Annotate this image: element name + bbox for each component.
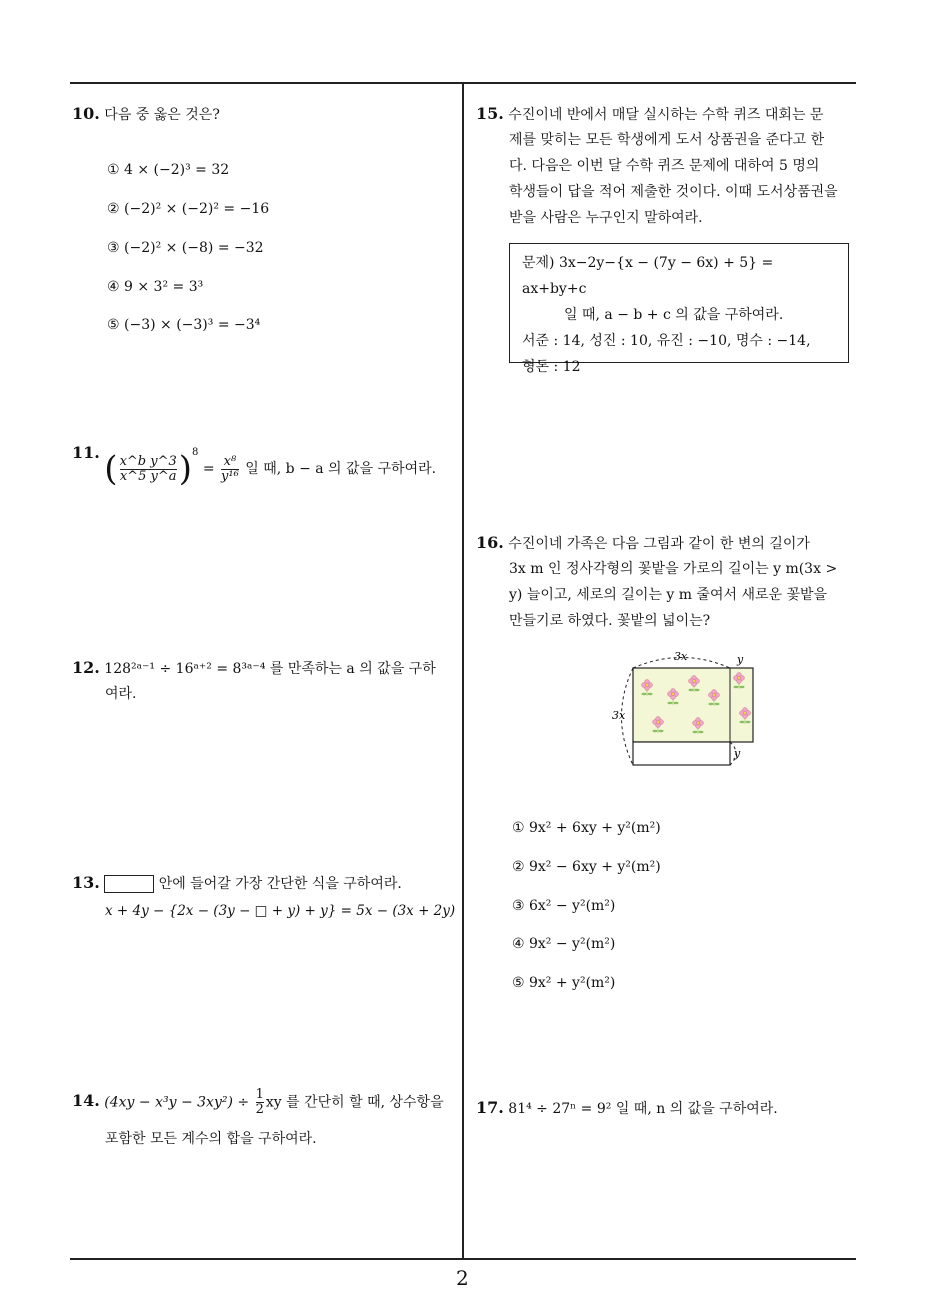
label-corner: y: [737, 653, 744, 666]
question-11: 11. ( $\frac{\text{x\textasciicircum{}b y\textasciicircum{}3}}{x\^{}5 y\^{}a}$ )$^8$ = $\frac{\text{x⁸}}{\text{y¹⁶}}$ 일 때, b − a 의 값을 구하여라.: [72, 443, 437, 489]
q10-option-5[interactable]: ⑤ (−3) × (−3)³ = −3⁴: [107, 317, 261, 333]
lhs-denominator: x^5 y^a: [119, 468, 177, 484]
question-number: 15.: [476, 104, 504, 123]
expression-rest: xy 를 간단히 할 때, 상수항을: [265, 1094, 444, 1111]
left-paren: (: [104, 449, 118, 489]
rhs-fraction: [221, 455, 239, 484]
removed-strip: [633, 742, 730, 765]
q16-option-1[interactable]: ① 9x² + 6xy + y²(m²): [512, 820, 661, 836]
page-number: 2: [456, 1266, 469, 1290]
box-line-4: 형돈 : 12: [522, 359, 581, 375]
question-16-line-3: y) 늘이고, 세로의 길이는 y m 줄여서 새로운 꽃밭을: [509, 587, 828, 603]
lhs-numerator: x^b y^3: [119, 453, 177, 469]
expression: (4xy − x³y − 3xy²) ÷: [104, 1094, 250, 1111]
bottom-rule: [70, 1258, 856, 1260]
box-line-2: 일 때, a − b + c 의 값을 구하여라.: [564, 307, 784, 323]
question-16: [476, 530, 810, 557]
q10-option-4[interactable]: ④ 9 × 3² = 3³: [107, 279, 204, 295]
question-12: [72, 655, 436, 682]
problem-box: [509, 243, 849, 375]
question-number: 11.: [72, 443, 100, 462]
question-line-1: 수진이네 반에서 매달 실시하는 수학 퀴즈 대회는 문: [508, 107, 824, 123]
question-number: 13.: [72, 873, 100, 892]
label-right: y: [734, 747, 741, 760]
q16-option-4[interactable]: ④ 9x² − y²(m²): [512, 936, 616, 952]
question-text: 81⁴ ÷ 27ⁿ = 9² 일 때, n 의 값을 구하여라.: [508, 1101, 778, 1117]
question-line-1: 128²ᵃ⁻¹ ÷ 16ᵃ⁺² = 8³ᵃ⁻⁴ 를 만족하는 a 의 값을 구하: [104, 661, 436, 677]
question-number: 17.: [476, 1098, 504, 1117]
question-line-1: 수진이네 가족은 다음 그림과 같이 한 변의 길이가: [508, 536, 810, 552]
q10-option-1[interactable]: ① 4 × (−2)³ = 32: [107, 162, 230, 178]
question-text: 일 때, b − a 의 값을 구하여라.: [245, 461, 437, 477]
box-line-3: 서준 : 14, 성진 : 10, 유진 : −10, 명수 : −14,: [522, 333, 811, 349]
frac-den: 2: [255, 1102, 264, 1117]
q16-option-3[interactable]: ③ 6x² − y²(m²): [512, 898, 616, 914]
half-fraction: [256, 1088, 264, 1117]
question-16-line-2: 3x m 인 정사각형의 꽃밭을 가로의 길이는 y m(3x >: [509, 561, 838, 577]
flower-garden-figure: [600, 645, 770, 775]
box-line-1: 문제) 3x−2y−{x − (7y − 6x) + 5} = ax+by+c: [522, 255, 774, 297]
question-14: [72, 1088, 444, 1117]
column-divider: [462, 82, 464, 1258]
question-15: [476, 101, 823, 128]
q16-option-5[interactable]: ⑤ 9x² + y²(m²): [512, 975, 616, 991]
label-left: 3x: [612, 709, 626, 722]
frac-num: 1: [255, 1087, 264, 1102]
q10-option-3[interactable]: ③ (−2)² × (−8) = −32: [107, 240, 264, 256]
question-14-line-2: 포함한 모든 계수의 합을 구하여라.: [105, 1131, 317, 1147]
question-10: [72, 101, 220, 128]
rhs-denominator: y¹⁶: [221, 468, 239, 484]
lhs-fraction: [120, 455, 177, 484]
question-15-line-4: 학생들이 답을 적어 제출한 것이다. 이때 도서상품권을: [509, 184, 838, 200]
question-15-line-2: 제를 맞히는 모든 학생에게 도서 상품권을 준다고 한: [509, 132, 825, 148]
rhs-numerator: x⁸: [223, 453, 237, 469]
question-12-line-2: 여라.: [105, 686, 137, 702]
question-line-1: 안에 들어갈 가장 간단한 식을 구하여라.: [158, 876, 402, 892]
question-13-equation: x + 4y − {2x − (3y − □ + y) + y} = 5x − (3x + 2y): [105, 903, 456, 919]
question-15-line-3: 다. 다음은 이번 달 수학 퀴즈 문제에 대하여 5 명의: [509, 158, 820, 174]
question-15-line-5: 받을 사람은 누구인지 말하여라.: [509, 210, 703, 226]
q16-option-2[interactable]: ② 9x² − 6xy + y²(m²): [512, 859, 661, 875]
question-number: 14.: [72, 1091, 100, 1110]
label-top: 3x: [674, 650, 688, 663]
question-number: 12.: [72, 658, 100, 677]
right-paren: ): [178, 449, 193, 489]
question-16-line-4: 만들기로 하였다. 꽃밭의 넓이는?: [509, 613, 711, 629]
q10-option-2[interactable]: ② (−2)² × (−2)² = −16: [107, 201, 270, 217]
question-text: 다음 중 옳은 것은?: [104, 107, 220, 123]
lhs-exponent: 8: [192, 447, 199, 458]
question-17: [476, 1095, 778, 1122]
question-number: 10.: [72, 104, 100, 123]
question-13: [72, 870, 402, 897]
question-number: 16.: [476, 533, 504, 552]
blank-box: [104, 875, 154, 893]
